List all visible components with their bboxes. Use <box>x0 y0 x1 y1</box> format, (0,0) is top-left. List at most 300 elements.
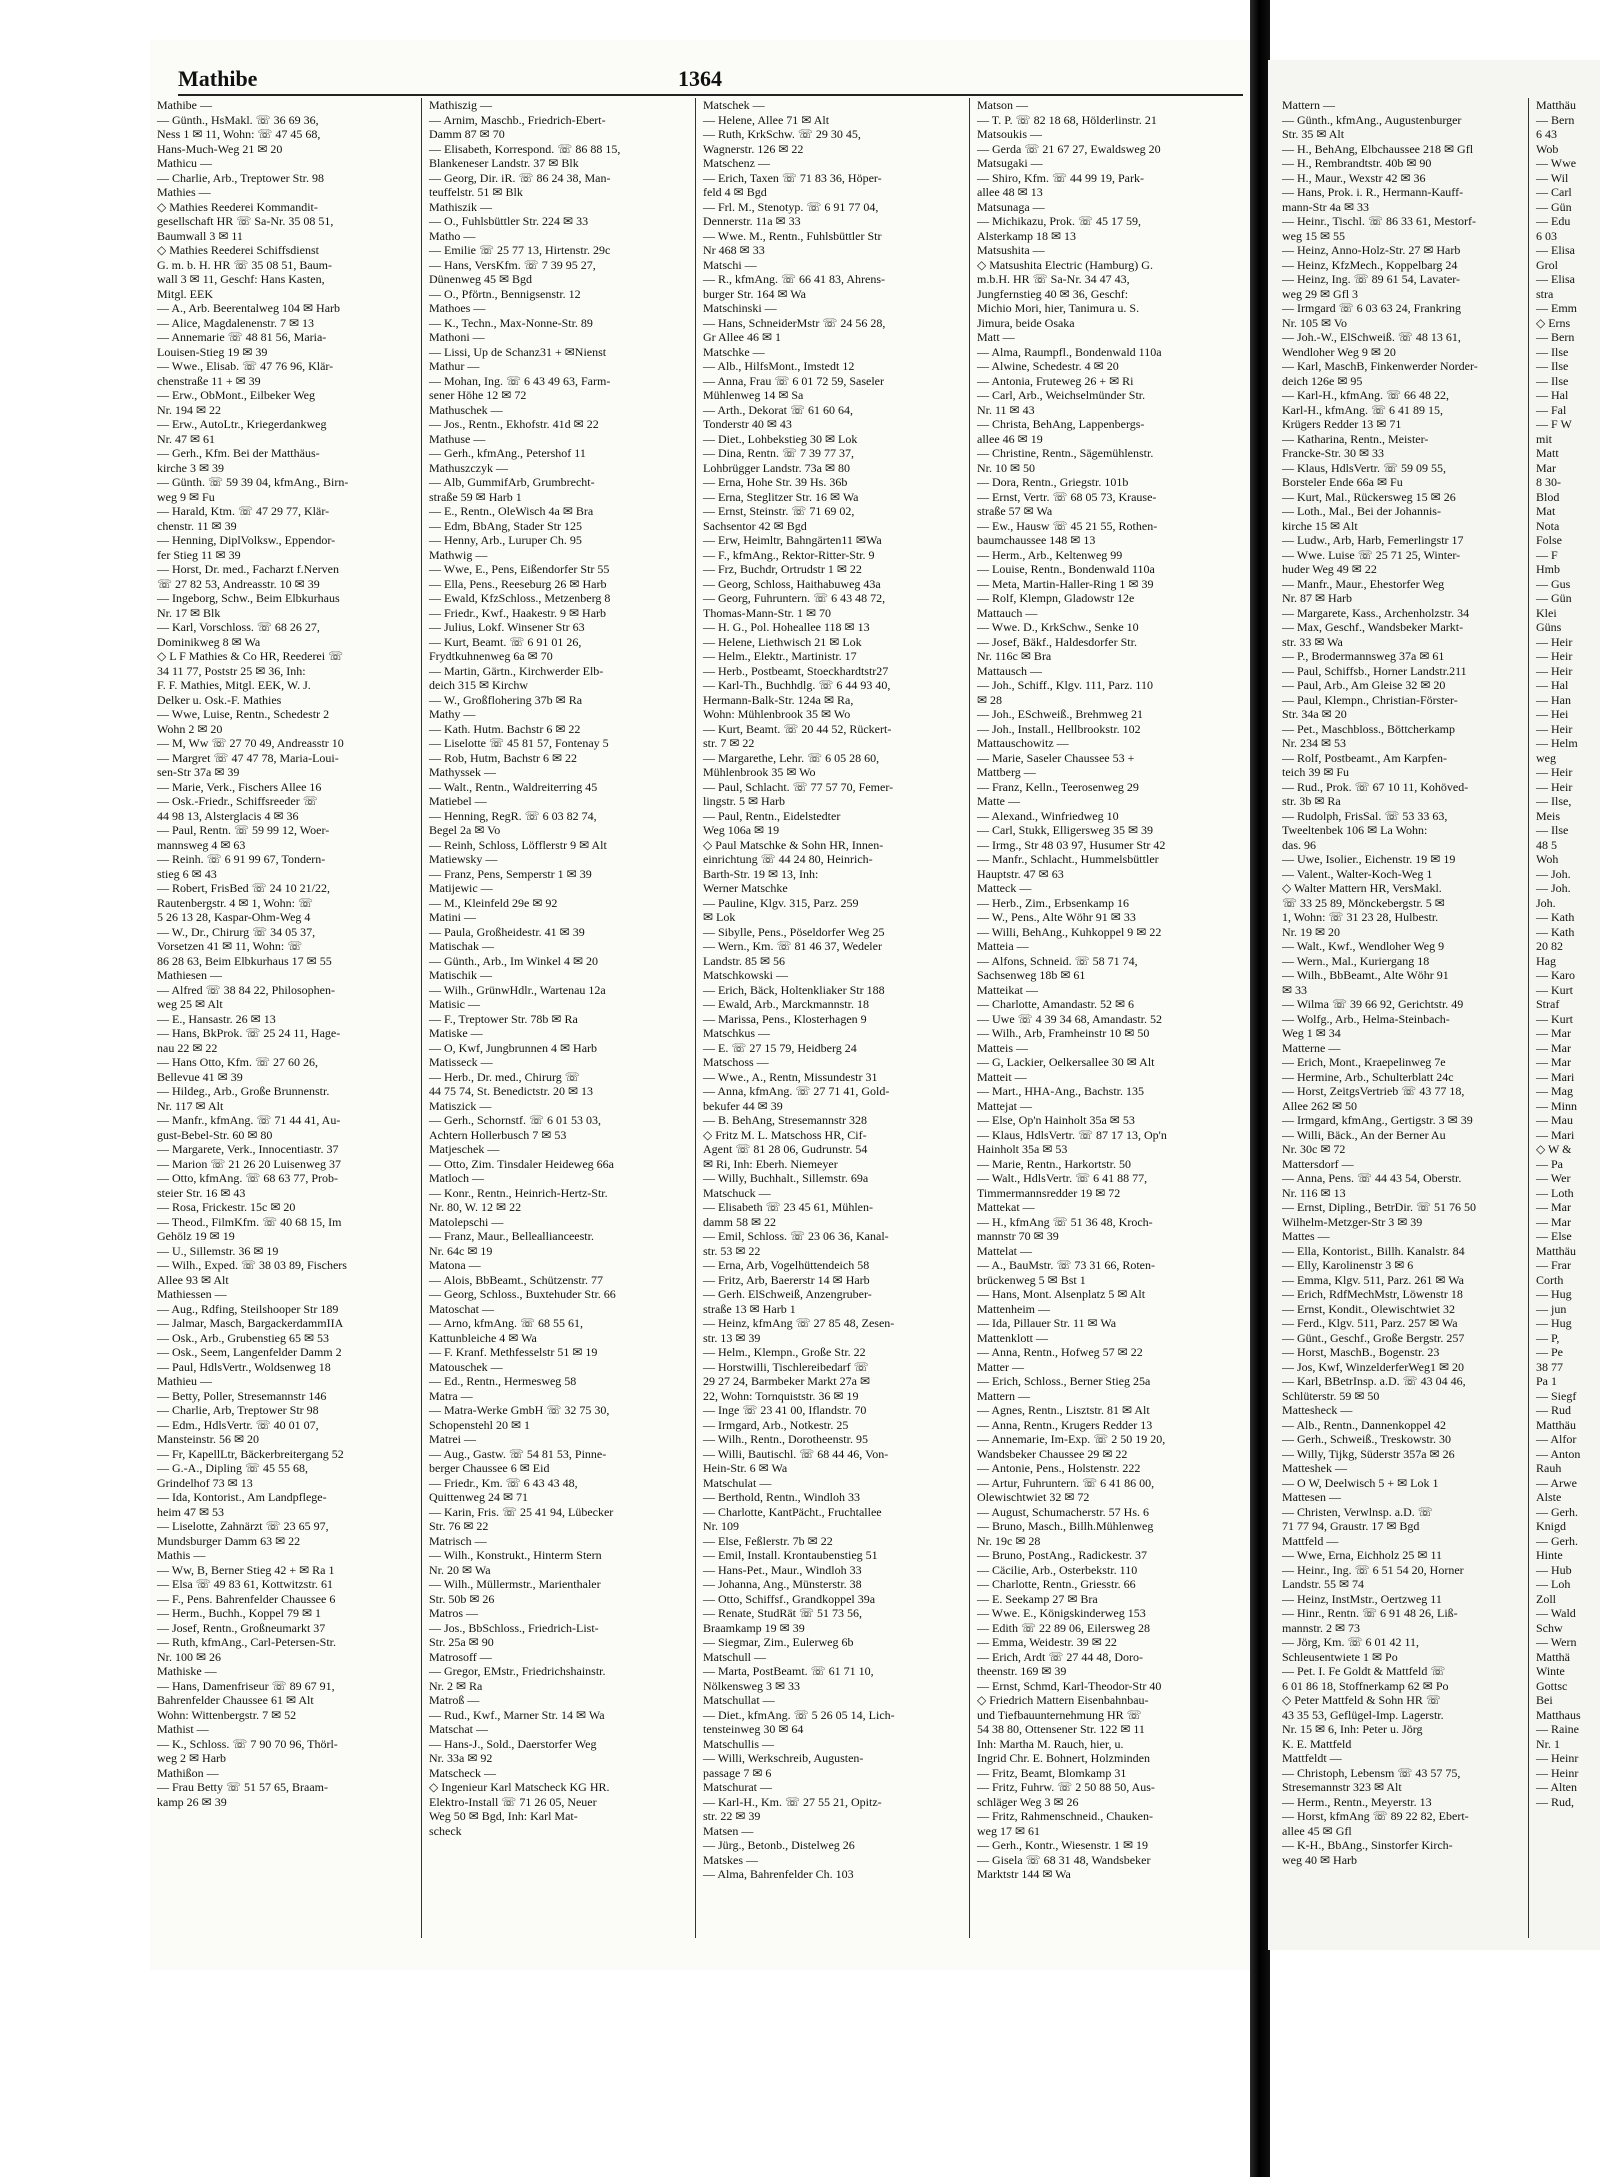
directory-entry: weg 40 ✉ Harb <box>1282 1852 1358 1867</box>
directory-entry: Wob <box>1536 141 1559 156</box>
directory-entry: Matloch — <box>429 1171 484 1185</box>
directory-entry: — Erna, Hohe Str. 39 Hs. 36b <box>703 475 848 489</box>
directory-entry: Dominikweg 8 ✉ Wa <box>157 634 261 649</box>
directory-entry: — Gerh., kfmAng., Petershof 11 <box>429 446 586 460</box>
directory-entry: — Kurt <box>1536 982 1573 997</box>
directory-entry: — Erich, Taxen ☏ 71 83 36, Höper- <box>703 170 882 185</box>
directory-entry: — Anna, Rentn., Hofweg 57 ✉ 22 <box>977 1345 1143 1359</box>
directory-entry: — Jürg., Betonb., Distelweg 26 <box>703 1838 855 1852</box>
directory-entry: Nr. 100 ✉ 26 <box>157 1649 222 1664</box>
directory-entry: — Marissa, Pens., Klosterhagen 9 <box>703 1011 867 1026</box>
directory-entry: — Alwine, Schedestr. 4 ✉ 20 <box>977 359 1119 373</box>
directory-entry: Mathiessen — <box>157 1287 227 1301</box>
directory-entry: — Elisa <box>1536 243 1575 257</box>
directory-entry: — Alexand., Winfriedweg 10 <box>977 808 1119 823</box>
directory-entry: — Ida, Pillauer Str. 11 ✉ Wa <box>977 1316 1117 1330</box>
directory-entry: — Ernst, Schmd, Karl-Theodor-Str 40 <box>977 1678 1162 1693</box>
directory-entry: Mathwig — <box>429 547 488 562</box>
directory-entry: allee 48 ✉ 13 <box>977 185 1043 199</box>
directory-entry: wall 3 ✉ 11, Geschf: Hans Kasten, <box>157 272 325 286</box>
directory-entry: — Paul, Klempn., Christian-Förster- <box>1282 692 1458 707</box>
directory-entry: Matsushita — <box>977 243 1045 257</box>
directory-entry: — F., Treptower Str. 78b ✉ Ra <box>429 1011 578 1026</box>
directory-entry: Winte <box>1536 1664 1565 1678</box>
directory-entry: — Kurt <box>1536 1011 1573 1026</box>
directory-entry: — W., Pens., Alte Wöhr 91 ✉ 33 <box>977 910 1136 924</box>
directory-entry: — Horstwilli, Tischlereibedarf ☏ <box>703 1359 869 1374</box>
directory-entry: — Horst, ZeitgsVertrieb ☏ 43 77 18, <box>1282 1084 1465 1098</box>
directory-entry: — Klaus, HdlsVertr. ☏ 87 17 13, Op'n <box>977 1127 1167 1142</box>
directory-entry: Mathicu — <box>157 156 212 170</box>
directory-entry: — Karl, Vorschloss. ☏ 68 26 27, <box>157 620 320 634</box>
directory-entry: huder Weg 49 ✉ 22 <box>1282 562 1377 576</box>
directory-entry: Matt <box>1536 446 1559 460</box>
directory-entry: — O., Fuhlsbüttler Str. 224 ✉ 33 <box>429 214 589 228</box>
directory-entry: einrichtung ☏ 44 24 80, Heinrich- <box>703 852 873 866</box>
directory-entry: weg 17 ✉ 61 <box>977 1823 1041 1838</box>
directory-entry: Grol <box>1536 257 1558 272</box>
directory-entry: — Fritz, Arb, Baererstr 14 ✉ Harb <box>703 1272 870 1287</box>
directory-entry: Güns <box>1536 620 1562 634</box>
running-head: Mathibe <box>178 66 258 91</box>
directory-entry: — Mari <box>1536 1127 1575 1142</box>
directory-entry: — Ilse <box>1536 373 1569 388</box>
directory-entry: Nr. 116c ✉ Bra <box>977 649 1052 663</box>
directory-entry: sener Höhe 12 ✉ 72 <box>429 388 527 402</box>
directory-entry: — Alb., Rentn., Dannenkoppel 42 <box>1282 1417 1446 1432</box>
directory-entry: — Otto, kfmAng. ☏ 68 63 77, Prob- <box>157 1171 339 1185</box>
directory-entry: — Else, Feßlerstr. 7b ✉ 22 <box>703 1533 833 1548</box>
directory-entry: Wohn: Mühlenbrook 35 ✉ Wo <box>703 707 851 721</box>
directory-entry: — P, <box>1536 1330 1560 1345</box>
directory-entry: Meis <box>1536 808 1560 823</box>
directory-entry: ✉ 33 <box>1282 982 1308 997</box>
directory-entry: — F W <box>1536 417 1572 431</box>
directory-entry: ◇ L F Mathies & Co HR, Reederei ☏ <box>157 649 344 663</box>
directory-entry: — Else <box>1536 1229 1572 1243</box>
directory-entry: Matterne — <box>1282 1040 1341 1055</box>
directory-entry: scheck <box>429 1823 462 1838</box>
directory-entry: — Karl-H., kfmAng. ☏ 66 48 22, <box>1282 388 1449 402</box>
directory-entry: — Berthold, Rentn., Windloh 33 <box>703 1490 860 1504</box>
column-divider <box>421 98 422 1938</box>
directory-entry: Mathoni — <box>429 330 485 344</box>
directory-entry: — Mar <box>1536 1214 1571 1229</box>
directory-entry: — Osk.-Friedr., Schiffsreeder ☏ <box>157 794 318 808</box>
directory-entry: — Frl. M., Stenotyp. ☏ 6 91 77 04, <box>703 199 879 214</box>
directory-entry: Marktstr 144 ✉ Wa <box>977 1867 1071 1881</box>
directory-entry: — Hans, VersKfm. ☏ 7 39 95 27, <box>429 257 596 272</box>
directory-entry: — Sibylle, Pens., Pöseldorfer Weg 25 <box>703 924 885 939</box>
directory-entry: — Henning, RegR. ☏ 6 03 82 74, <box>429 808 597 823</box>
directory-entry: Barth-Str. 19 ✉ 13, Inh: <box>703 866 819 881</box>
directory-entry: — R., kfmAng. ☏ 66 41 83, Ahrens- <box>703 272 885 286</box>
directory-entry: — Joh., Schiff., Klgv. 111, Parz. 110 <box>977 678 1153 692</box>
directory-entry: — Arwe <box>1536 1475 1577 1490</box>
directory-entry: Jungfernstieg 40 ✉ 36, Geschf: <box>977 286 1129 301</box>
directory-entry: chenstr. 11 ✉ 39 <box>157 518 237 533</box>
directory-entry: Matskes — <box>703 1852 758 1867</box>
directory-entry: — Hans-Pet., Maur., Windloh 33 <box>703 1562 862 1577</box>
directory-entry: weg 29 ✉ Gfl 3 <box>1282 286 1359 301</box>
directory-entry: Tweeltenbek 106 ✉ La Wohn: <box>1282 823 1428 837</box>
directory-entry: — Kath <box>1536 910 1575 924</box>
directory-entry: Mattejat — <box>977 1098 1032 1113</box>
directory-entry: — Wern., Km. ☏ 81 46 37, Wedeler <box>703 939 882 953</box>
directory-entry: — Alma, Raumpfl., Bondenwald 110a <box>977 344 1162 359</box>
directory-entry: — Frar <box>1536 1258 1571 1272</box>
directory-entry: — K., Techn., Max-Nonne-Str. 89 <box>429 315 593 330</box>
directory-entry: — Dina, Rentn. ☏ 7 39 77 37, <box>703 446 854 460</box>
column-divider <box>695 98 696 1938</box>
directory-entry: — Wer <box>1536 1171 1571 1185</box>
directory-entry: — Joh. <box>1536 866 1571 881</box>
column-2 <box>425 98 689 1958</box>
directory-entry: Timmermannsredder 19 ✉ 72 <box>977 1185 1121 1200</box>
directory-entry: — Charlotte, Rentn., Griesstr. 66 <box>977 1577 1136 1591</box>
directory-entry: Zoll <box>1536 1591 1556 1606</box>
directory-entry: Matthäu <box>1536 98 1576 112</box>
directory-entry: — Heir <box>1536 721 1573 736</box>
directory-entry: — Willi, Bautischl. ☏ 68 44 46, Von- <box>703 1446 889 1461</box>
directory-entry: Allee 262 ✉ 50 <box>1282 1098 1358 1113</box>
directory-entry: Wendloher Weg 9 ✉ 20 <box>1282 344 1396 359</box>
directory-entry: — Meta, Martin-Haller-Ring 1 ✉ 39 <box>977 576 1154 591</box>
directory-entry: Mathiesen — <box>157 968 222 982</box>
directory-entry: — Paul, Schiffsb., Horner Landstr.211 <box>1282 663 1467 678</box>
directory-entry: Matteck — <box>977 881 1032 895</box>
directory-entry: — Mar <box>1536 1026 1571 1040</box>
directory-entry: Michio Mori, hier, Tanimura u. S. <box>977 301 1140 315</box>
directory-entry: Olewischtwiet 32 ✉ 72 <box>977 1490 1090 1504</box>
directory-entry: Matschkus — <box>703 1026 770 1040</box>
directory-entry: Nr. 2 ✉ Ra <box>429 1678 483 1693</box>
directory-entry: — Pauline, Klgv. 315, Parz. 259 <box>703 895 859 910</box>
directory-entry: — Gisela ☏ 68 31 48, Wandsbeker <box>977 1852 1151 1867</box>
directory-entry: Matschenz — <box>703 156 770 170</box>
directory-entry: Mühlenweg 14 ✉ Sa <box>703 388 804 402</box>
directory-entry: — Kath. Hutm. Bachstr 6 ✉ 22 <box>429 721 581 736</box>
directory-entry: Mathuszczyk — <box>429 460 508 475</box>
directory-entry: — Günth., Arb., Im Winkel 4 ✉ 20 <box>429 953 599 968</box>
directory-entry: — Paul, HdlsVertr., Woldsenweg 18 <box>157 1359 331 1374</box>
directory-entry: Matteshek — <box>1282 1461 1347 1475</box>
directory-entry: — Georg, Dir. iR. ☏ 86 24 38, Man- <box>429 170 611 185</box>
directory-entry: — F., kfmAng., Rektor-Ritter-Str. 9 <box>703 547 875 562</box>
directory-entry: — Rud <box>1536 1403 1572 1417</box>
directory-entry: Mattersdorf — <box>1282 1156 1354 1171</box>
directory-entry: K. E. Mattfeld <box>1282 1736 1352 1751</box>
directory-entry: Mathy — <box>429 707 476 721</box>
column-6 <box>1532 98 1600 1958</box>
directory-entry: Nr 468 ✉ 33 <box>703 243 765 257</box>
directory-entry: — Wwe. E., Königskinderweg 153 <box>977 1606 1146 1620</box>
directory-entry: Bei <box>1536 1693 1553 1707</box>
directory-entry: Gehölz 19 ✉ 19 <box>157 1229 235 1243</box>
directory-entry: — T. P. ☏ 82 18 68, Hölderlinstr. 21 <box>977 112 1157 127</box>
directory-entry: — Paul, Arb., Am Gleise 32 ✉ 20 <box>1282 678 1446 692</box>
directory-entry: — Reinh. ☏ 6 91 99 67, Tondern- <box>157 852 326 866</box>
directory-entry: Hinte <box>1536 1548 1563 1562</box>
directory-entry: — Alma, Bahrenfelder Ch. 103 <box>703 1867 854 1881</box>
directory-entry: — Gerh. <box>1536 1504 1578 1519</box>
directory-entry: — Wilh., Arb, Framheinstr 10 ✉ 50 <box>977 1026 1150 1040</box>
directory-entry: — Paula, Großheidestr. 41 ✉ 39 <box>429 924 585 939</box>
directory-entry: — Paul, Rentn., Eidelstedter <box>703 808 841 823</box>
directory-entry: — Paul, Schlacht. ☏ 77 57 70, Femer- <box>703 779 894 794</box>
directory-entry: 44 75 74, St. Benedictstr. 20 ✉ 13 <box>429 1084 594 1098</box>
directory-entry: — Helm., Klempn., Große Str. 22 <box>703 1345 866 1359</box>
directory-entry: Mattauch — <box>977 605 1038 620</box>
directory-entry: — Heinr., Ing. ☏ 6 51 54 20, Horner <box>1282 1562 1464 1577</box>
directory-entry: — Herb., Dr. med., Chirurg ☏ <box>429 1069 580 1084</box>
directory-entry: Matschulat — <box>703 1475 772 1490</box>
directory-entry: — Horst, MaschB., Bogenstr. 23 <box>1282 1345 1440 1359</box>
directory-entry: Matischak — <box>429 939 494 953</box>
directory-entry: str. 13 ✉ 39 <box>703 1330 761 1345</box>
directory-entry: Nr. 80, W. 12 ✉ 22 <box>429 1200 522 1214</box>
directory-entry: — jun <box>1536 1301 1567 1316</box>
directory-entry: — Erich, RdfMechMstr, Löwenstr 18 <box>1282 1287 1463 1301</box>
directory-entry: str. 3b ✉ Ra <box>1282 794 1341 808</box>
directory-entry: Delker u. Osk.-F. Mathies <box>157 692 282 707</box>
directory-entry: — W., Dr., Chirurg ☏ 34 05 37, <box>157 924 316 939</box>
directory-entry: 20 82 <box>1536 939 1563 953</box>
directory-entry: ✉ Lok <box>703 910 736 924</box>
directory-entry: — Hal <box>1536 678 1569 692</box>
directory-entry: straße 13 ✉ Harb 1 <box>703 1301 796 1316</box>
directory-entry: G. m. b. H. HR ☏ 35 08 51, Baum- <box>157 257 333 272</box>
directory-entry: — P., Brodermannsweg 37a ✉ 61 <box>1282 649 1445 663</box>
directory-entry: — Wwe., Elisab. ☏ 47 76 96, Klär- <box>157 359 334 373</box>
directory-entry: — Friedr., Km. ☏ 6 43 43 48, <box>429 1475 578 1490</box>
directory-entry: Nota <box>1536 518 1560 533</box>
directory-entry: — Marie, Rentn., Harkortstr. 50 <box>977 1156 1131 1171</box>
directory-entry: 38 77 <box>1536 1359 1563 1374</box>
directory-entry: — Joh., Install., Hellbrookstr. 102 <box>977 721 1141 736</box>
directory-entry: burger Str. 164 ✉ Wa <box>703 286 806 301</box>
directory-entry: — O., Pförtn., Bennigsenstr. 12 <box>429 286 581 301</box>
directory-entry: — Charlotte, Amandastr. 52 ✉ 6 <box>977 997 1135 1011</box>
directory-entry: Nr. 33a ✉ 92 <box>429 1751 493 1765</box>
directory-entry: Matthaus <box>1536 1707 1581 1722</box>
directory-entry: Mathuschek — <box>429 402 503 417</box>
directory-entry: — W., Großflohering 37b ✉ Ra <box>429 692 583 707</box>
directory-entry: — Wilh., Konstrukt., Hinterm Stern <box>429 1548 602 1562</box>
directory-entry: — Ingeborg, Schw., Beim Elbkurhaus <box>157 591 340 605</box>
directory-entry: — Pet., Maschbloss., Böttcherkamp <box>1282 721 1455 736</box>
directory-entry: Matthä <box>1536 1649 1570 1664</box>
directory-entry: Matschull — <box>703 1649 766 1664</box>
directory-entry: straße 59 ✉ Harb 1 <box>429 489 522 504</box>
page-number: 1364 <box>678 66 722 91</box>
directory-entry: — Bruno, PostAng., Radickestr. 37 <box>977 1548 1147 1562</box>
directory-entry: — Wolfg., Arb., Helma-Steinbach- <box>1282 1011 1450 1026</box>
directory-entry: — Wwe <box>1536 156 1577 170</box>
directory-entry: Hein-Str. 6 ✉ Wa <box>703 1461 788 1475</box>
directory-entry: Nölkensweg 3 ✉ 33 <box>703 1678 801 1693</box>
directory-entry: — Rud., Prok. ☏ 67 10 11, Kohöved- <box>1282 779 1469 794</box>
directory-entry: Mathiske — <box>157 1664 217 1678</box>
directory-entry: — Elly, Karolinenstr 3 ✉ 6 <box>1282 1258 1414 1272</box>
directory-columns <box>153 98 1263 1958</box>
directory-entry: — O, Kwf, Jungbrunnen 4 ✉ Harb <box>429 1040 598 1055</box>
directory-entry: — Wwe, Erna, Eichholz 25 ✉ 11 <box>1282 1548 1443 1562</box>
directory-entry: bekufer 44 ✉ 39 <box>703 1098 783 1113</box>
directory-entry: — Herb., Zim., Erbsenkamp 16 <box>977 895 1129 910</box>
directory-entry: Krügers Redder 13 ✉ 71 <box>1282 417 1402 431</box>
directory-entry: Mathieu — <box>157 1374 212 1388</box>
directory-entry: — Alfred ☏ 38 84 22, Philosophen- <box>157 982 335 997</box>
directory-entry: Bellevue 41 ✉ 39 <box>157 1069 243 1084</box>
directory-entry: Matisic — <box>429 997 480 1011</box>
directory-entry: Pa 1 <box>1536 1374 1557 1388</box>
directory-entry: Matiszick — <box>429 1098 492 1113</box>
directory-entry: Matsoukis — <box>977 127 1043 141</box>
directory-entry: Hainholt 35a ✉ 53 <box>977 1142 1068 1156</box>
directory-entry: — Raine <box>1536 1722 1579 1736</box>
directory-entry: Mattfeld — <box>1282 1533 1339 1548</box>
directory-entry: Matteia — <box>977 939 1029 953</box>
directory-entry: feld 4 ✉ Bgd <box>703 185 767 199</box>
directory-entry: ◇ Mathies Reederei Schiffsdienst <box>157 243 319 257</box>
directory-entry: — Willi, BehAng., Kuhkoppel 9 ✉ 22 <box>977 924 1162 939</box>
directory-entry: — Ilse, <box>1536 794 1572 808</box>
directory-entry: — Heinz, KfzMech., Koppelbarg 24 <box>1282 257 1458 272</box>
directory-entry: Matschke — <box>703 344 765 359</box>
directory-entry: Nr. 17 ✉ Blk <box>157 605 221 620</box>
directory-entry: — Theod., FilmKfm. ☏ 40 68 15, Im <box>157 1214 342 1229</box>
column-5 <box>1278 98 1526 1958</box>
directory-entry: Nr. 47 ✉ 61 <box>157 431 216 446</box>
directory-entry: — Mau <box>1536 1113 1573 1127</box>
directory-entry: — Walt., Rentn., Waldreiterring 45 <box>429 779 598 794</box>
directory-entry: Matrei — <box>429 1432 476 1446</box>
directory-entry: — F., Pens. Bahrenfelder Chaussee 6 <box>157 1591 336 1606</box>
directory-entry: Str. 25a ✉ 90 <box>429 1635 494 1649</box>
directory-entry: — Elisa <box>1536 272 1575 286</box>
directory-entry: — Wwe., A., Rentn, Missundestr 31 <box>703 1069 878 1084</box>
directory-entry: Str. 35 ✉ Alt <box>1282 127 1345 141</box>
directory-entry: steier Str. 16 ✉ 43 <box>157 1185 246 1200</box>
directory-entry: Matschuck — <box>703 1185 771 1200</box>
directory-entry: Matsugaki — <box>977 156 1043 170</box>
directory-entry: — Anna, Pens. ☏ 44 43 54, Oberstr. <box>1282 1171 1462 1185</box>
directory-entry: — Jos, Kwf, WinzelderferWeg1 ✉ 20 <box>1282 1359 1465 1374</box>
directory-entry: Nr. 87 ✉ Harb <box>1282 591 1353 605</box>
directory-entry: — Kurt, Beamt. ☏ 20 44 52, Rückert- <box>703 721 892 736</box>
directory-entry: Nr. 116 ✉ 13 <box>1282 1185 1346 1200</box>
directory-entry: — Fr, KapellLtr, Bäckerbreitergang 52 <box>157 1446 344 1461</box>
directory-entry: — Wilma ☏ 39 66 92, Gerichtstr. 49 <box>1282 997 1464 1011</box>
directory-entry: — Erw., ObMont., Eilbeker Weg <box>157 388 316 402</box>
directory-entry: — Heinz, InstMstr., Oertzweg 11 <box>1282 1591 1442 1606</box>
directory-entry: — Franz, Pens, Semperstr 1 ✉ 39 <box>429 866 592 881</box>
directory-entry: Matscheck — <box>429 1765 496 1780</box>
directory-entry: — Georg, Schloss., Buxtehuder Str. 66 <box>429 1287 616 1301</box>
directory-entry: Nr. 234 ✉ 53 <box>1282 736 1347 750</box>
directory-entry: passage 7 ✉ 6 <box>703 1765 772 1780</box>
directory-entry: gust-Bebel-Str. 60 ✉ 80 <box>157 1127 273 1142</box>
directory-entry: ◇ Fritz M. L. Matschoss HR, Cif- <box>703 1127 867 1142</box>
directory-entry: Mathiszik — <box>429 199 492 214</box>
directory-entry: — Herm., Arb., Keltenweg 99 <box>977 547 1123 562</box>
directory-entry: Baumwall 3 ✉ 11 <box>157 228 243 243</box>
directory-entry: Jimura, beide Osaka <box>977 315 1075 330</box>
directory-entry: Mar <box>1536 460 1556 475</box>
directory-entry: — Osk., Seem, Langenfelder Damm 2 <box>157 1345 342 1359</box>
directory-entry: Matschullat — <box>703 1693 775 1707</box>
directory-entry: Matschoss — <box>703 1055 769 1069</box>
directory-entry: weg <box>1536 750 1556 765</box>
directory-entry: — Horst, kfmAng ☏ 89 22 82, Ebert- <box>1282 1809 1469 1823</box>
directory-entry: Alste <box>1536 1490 1562 1504</box>
directory-entry: — Karo <box>1536 968 1575 982</box>
directory-entry: Karl-H., kfmAng. ☏ 6 41 89 15, <box>1282 402 1443 417</box>
directory-entry: — Aug., Rdfing, Steilshooper Str 189 <box>157 1301 339 1316</box>
directory-entry: — Siegmar, Zim., Eulerweg 6b <box>703 1635 854 1649</box>
directory-entry: — Ewald, KfzSchloss., Metzenberg 8 <box>429 591 611 605</box>
directory-entry: — E. ☏ 27 15 79, Heidberg 24 <box>703 1040 857 1055</box>
directory-entry: — Hub <box>1536 1562 1572 1577</box>
directory-entry: — Christa, BehAng, Lappenbergs- <box>977 417 1145 431</box>
directory-entry: — Jalmar, Masch, BargackerdammIIA <box>157 1316 344 1330</box>
directory-entry: — Erna, Arb, Vogelhüttendeich 58 <box>703 1258 870 1272</box>
directory-entry: Mattelat — <box>977 1243 1032 1258</box>
directory-entry: — Alfor <box>1536 1432 1577 1446</box>
directory-entry: Damm 87 ✉ 70 <box>429 127 505 141</box>
directory-entry: — F. Kranf. Methfesselstr 51 ✉ 19 <box>429 1345 598 1359</box>
directory-entry: Matjeschek — <box>429 1142 500 1156</box>
directory-entry: 6 01 86 18, Stoffnerkamp 62 ✉ Po <box>1282 1678 1449 1693</box>
directory-entry: Nr. 194 ✉ 22 <box>157 402 222 417</box>
directory-entry: Matisseck — <box>429 1055 493 1069</box>
directory-entry: — Heir <box>1536 634 1573 649</box>
directory-entry: — Ilse <box>1536 359 1569 373</box>
directory-entry: — Dora, Rentn., Griegstr. 101b <box>977 475 1129 489</box>
directory-entry: — Jos., BbSchloss., Friedrich-List- <box>429 1620 599 1635</box>
directory-entry: — Wwe. D., KrkSchw., Senke 10 <box>977 620 1139 634</box>
directory-entry: Hauptstr. 47 ✉ 63 <box>977 866 1064 881</box>
directory-entry: — Manfr., Schlacht., Hummelsbüttler <box>977 852 1159 866</box>
directory-entry: — Emilie ☏ 25 77 13, Hirtenstr. 29c <box>429 243 611 257</box>
directory-entry: Hermann-Balk-Str. 124a ✉ Ra, <box>703 692 854 707</box>
directory-entry: — Joh. <box>1536 881 1571 895</box>
directory-entry: — Anna, Rentn., Krugers Redder 13 <box>977 1417 1153 1432</box>
directory-entry: — Annemarie ☏ 48 81 56, Maria- <box>157 330 327 344</box>
directory-entry: — Reinh, Schloss, Löfflerstr 9 ✉ Alt <box>429 837 607 852</box>
directory-entry: — Arnim, Maschb., Friedrich-Ebert- <box>429 112 606 127</box>
directory-entry: 48 5 <box>1536 837 1557 852</box>
directory-entry: Nr. 15 ✉ 6, Inh: Peter u. Jörg <box>1282 1722 1423 1736</box>
directory-entry: Matthäu <box>1536 1417 1576 1432</box>
directory-entry: — Helm <box>1536 736 1578 750</box>
directory-entry: — Herm., Buchh., Koppel 79 ✉ 1 <box>157 1606 322 1620</box>
directory-entry: Bahrenfelder Chaussee 61 ✉ Alt <box>157 1693 314 1707</box>
directory-entry: — Christoph, Lebensm ☏ 43 57 75, <box>1282 1765 1461 1780</box>
directory-entry: — Franz, Maur., Belleallianceestr. <box>429 1229 594 1243</box>
directory-entry: gesellschaft HR ☏ Sa-Nr. 35 08 51, <box>157 214 334 228</box>
directory-entry: Wohn 2 ✉ 20 <box>157 721 223 736</box>
directory-entry: — Margarete, Verk., Innocentiastr. 37 <box>157 1142 339 1156</box>
directory-entry: allee 46 ✉ 19 <box>977 431 1043 446</box>
directory-entry: — Wwe, E., Pens, Eißendorfer Str 55 <box>429 562 610 576</box>
directory-entry: — Carl, Stukk, Elligersweg 35 ✉ 39 <box>977 823 1154 837</box>
directory-entry: — Manfr., kfmAng. ☏ 71 44 41, Au- <box>157 1113 341 1127</box>
directory-entry: — A., BauMstr. ☏ 73 31 66, Roten- <box>977 1258 1156 1272</box>
directory-entry: — Wilh., Exped. ☏ 38 03 89, Fischers <box>157 1258 347 1272</box>
directory-entry: — Emma, Weidestr. 39 ✉ 22 <box>977 1635 1117 1649</box>
